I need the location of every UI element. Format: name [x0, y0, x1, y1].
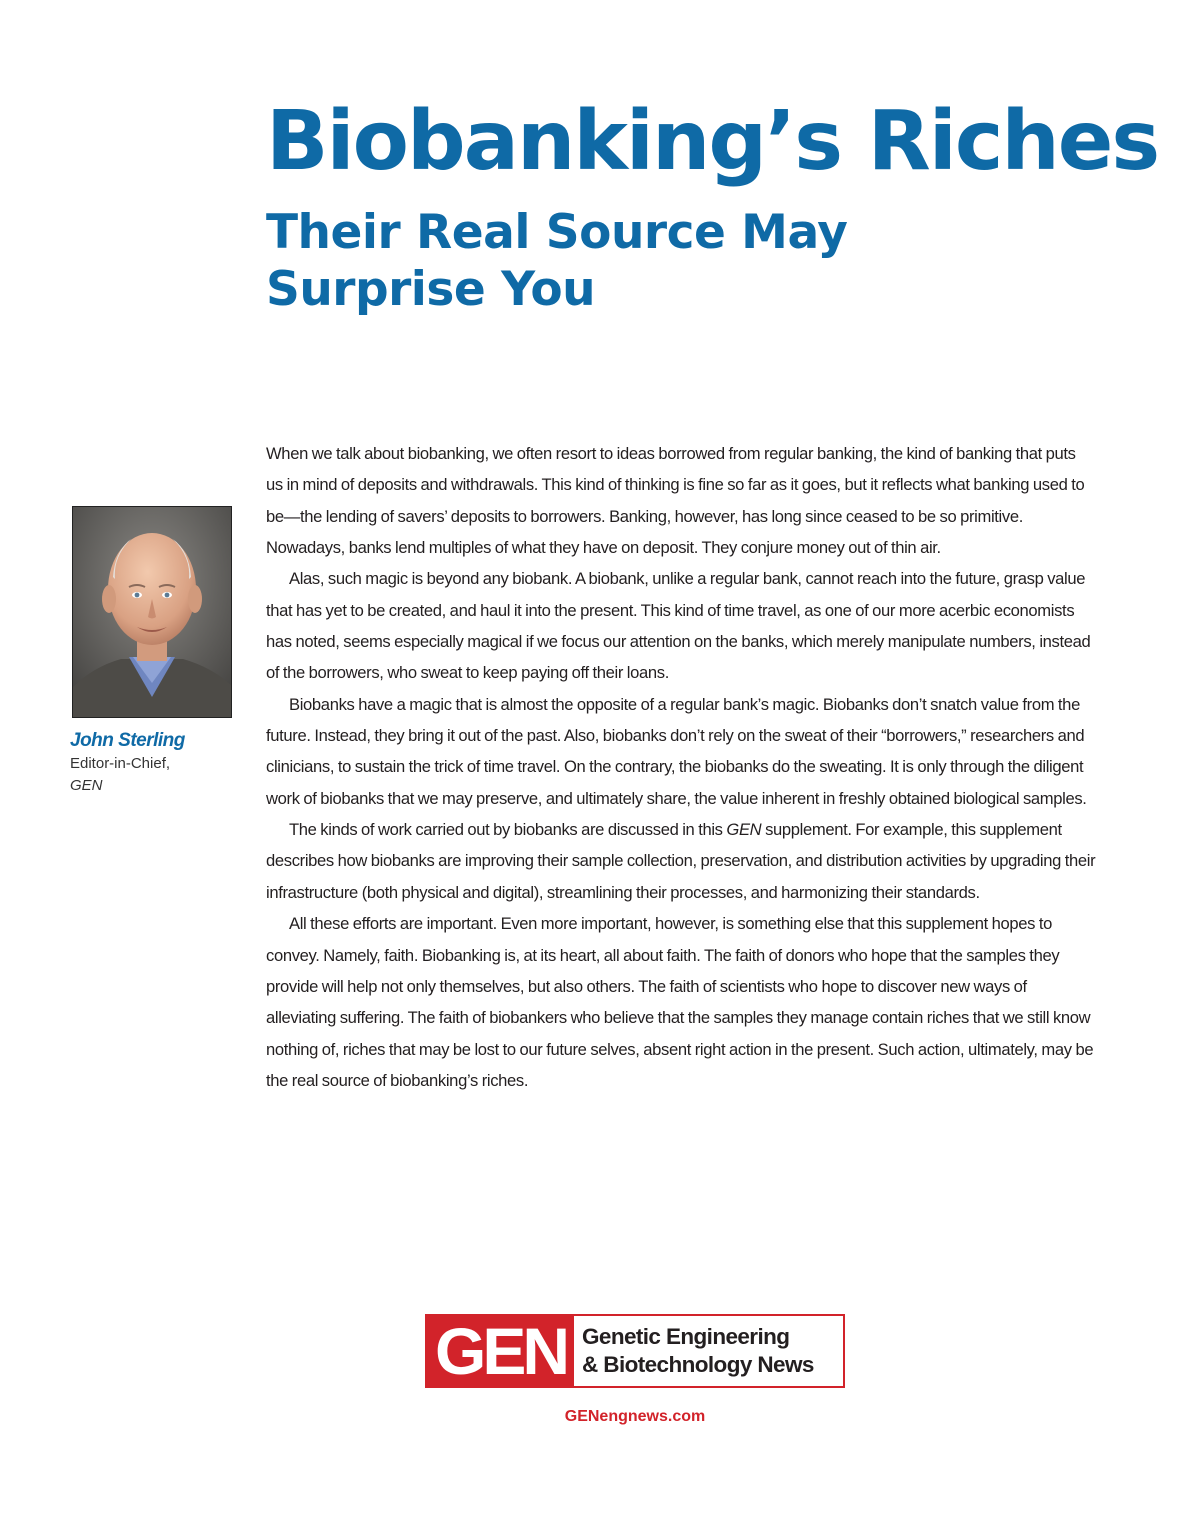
logo-line-1: Genetic Engineering: [582, 1324, 790, 1349]
gen-logo: [425, 1314, 845, 1388]
article-text: The kinds of work carried out by biobanks are discussed in this: [289, 820, 727, 840]
author-publication: GEN: [70, 777, 103, 794]
subtitle-line-1: Their Real Source May: [266, 205, 848, 260]
article-paragraph: [266, 814, 1096, 908]
article-paragraph: Biobanks have a magic that is almost the opposite of a regular bank’s magic. Biobanks don’t snatch value from the future. Instead, they bring it out of the past. Also, biobanks don’t rely on the sweat of their “borrowers,” researchers and clinicians, to sustain the trick of time travel. On the contrary, the biobanks do the sweating. It is only through the diligent work of biobanks that we may preserve, and ultimately share, the value inherent in freshly obtained biological samples.: [266, 694, 1087, 808]
article-paragraph: All these efforts are important. Even more important, however, is something else that this supplement hopes to convey. Namely, faith. Biobanking is, at its heart, all about faith. The faith of donors who hope that the samples they provide will help not only themselves, but also others. The faith of scientists who hope to discover new ways of alleviating suffering. The faith of biobankers who believe that the samples they manage contain riches that we still know nothing of, riches that may be lost to our future selves, absent right action in the present. Such action, ultimately, may be the real source of biobanking’s riches.: [266, 914, 1094, 1090]
article-body: [266, 438, 1096, 1096]
author-name: John Sterling: [70, 730, 185, 751]
publication-name: GEN: [726, 820, 762, 840]
author-role: Editor-in-Chief,: [70, 755, 171, 772]
article-text: supplement. For example, this supplement describes how biobanks are improving their sample collection, preservation, and distribution activities by upgrading their infrastructure (both physical and digital), streamlining their processes, and harmonizing their standards.: [266, 820, 1096, 902]
article-paragraph: Alas, such magic is beyond any biobank. A biobank, unlike a regular bank, cannot reach into the future, grasp value that has yet to be created, and haul it into the present. This kind of time travel, as one of our more acerbic economists has noted, seems especially magical if we focus our attention on the banks, which merely manipulate numbers, instead of the borrowers, who sweat to keep paying off their loans.: [266, 569, 1091, 683]
page-title: Biobanking’s Riches: [266, 94, 1159, 189]
logo-mark: GEN: [427, 1316, 574, 1386]
page-subtitle: [266, 204, 966, 318]
logo-line-2: & Biotechnology News: [582, 1352, 814, 1377]
subtitle-line-2: Surprise You: [266, 262, 596, 317]
logo-wordmark: [574, 1316, 814, 1386]
website-link[interactable]: GENengnews.com: [564, 1408, 706, 1425]
article-paragraph: When we talk about biobanking, we often resort to ideas borrowed from regular banking, the kind of banking that puts us in mind of deposits and withdrawals. This kind of thinking is fine so far as it goes, but it reflects what banking used to be—the lending of savers’ deposits to borrowers. Banking, however, has long since ceased to be so primitive. Nowadays, banks lend multiples of what they have on deposit. They conjure money out of thin air.: [266, 444, 1085, 558]
author-photo: [72, 506, 232, 718]
author-byline: [70, 729, 260, 797]
